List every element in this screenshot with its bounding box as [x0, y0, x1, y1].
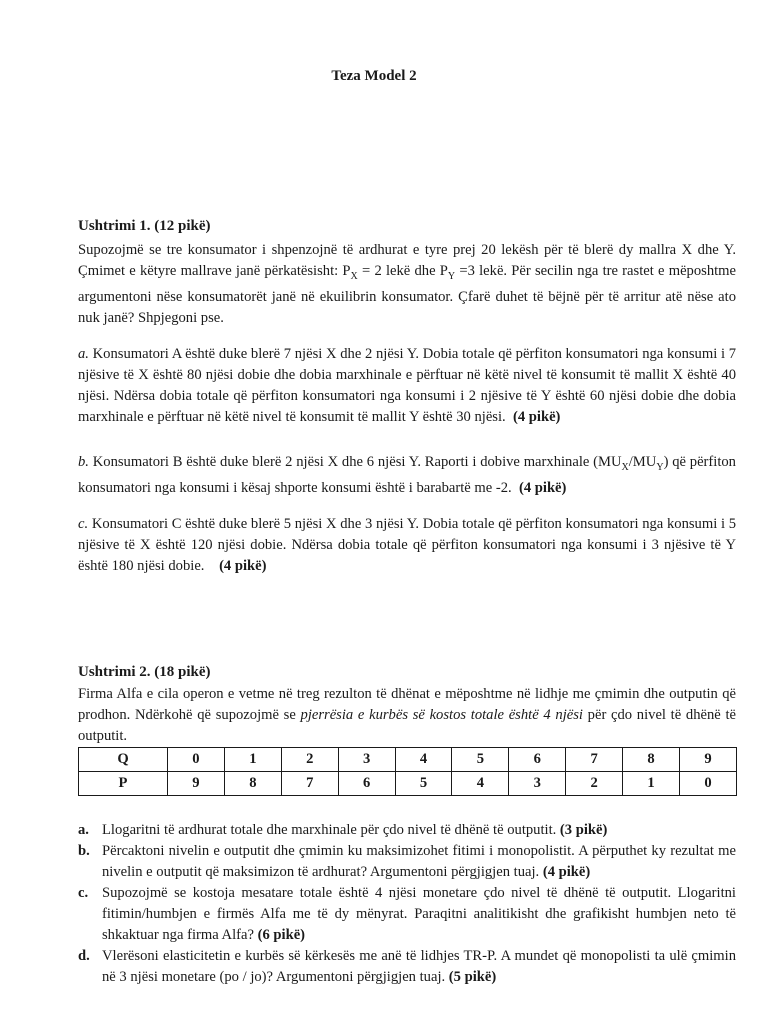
table-cell: 4 — [395, 748, 452, 772]
task-item-d: d. Vlerësoni elasticitetin e kurbës së kërkesës me anë të lidhjes TR-P. A mundet që monopolisti ta ulë çmimin në 3 njësi monetare (po / jo)? Argumentoni përgjigjen tuaj. (5 pikë) — [78, 948, 736, 985]
exercise-2-heading: Ushtrimi 2. (18 pikë) — [78, 664, 211, 680]
table-row-q — [79, 748, 737, 772]
points-label: (4 pikë) — [542, 864, 591, 880]
table-cell: 7 — [566, 748, 623, 772]
price-quantity-table — [78, 747, 737, 796]
table-cell: 6 — [509, 748, 566, 772]
table-cell: 3 — [509, 772, 566, 796]
table-cell: 5 — [452, 748, 509, 772]
table-cell: 0 — [168, 748, 225, 772]
table-cell: 3 — [338, 748, 395, 772]
table-cell: 6 — [338, 772, 395, 796]
table-cell: 1 — [224, 748, 281, 772]
table-cell: 8 — [224, 772, 281, 796]
task-item-c: c. Supozojmë se kostoja mesatare totale është 4 njësi monetare çdo nivel të dhënë të outputit. Llogaritni fitimin/humbjen e firmës Alfa me të dy mënyrat. Paraqitni analitikisht dhe grafikisht humbjen neto të shkaktuar nga firma Alfa? (6 pikë) — [78, 885, 736, 943]
table-cell: 1 — [623, 772, 680, 796]
exercise-2-task-list — [78, 820, 736, 988]
table-cell: 4 — [452, 772, 509, 796]
page-title: Teza Model 2 — [331, 68, 417, 84]
points-label: (4 pikë) — [512, 409, 561, 425]
row-header-q: Q — [79, 748, 168, 772]
exercise-1-part-b: b. Konsumatori B është duke blerë 2 njësi X dhe 6 njësi Y. Raporti i dobive marxhinale $(MU_X/MU_Y)$ që përfiton konsumatori nga konsumi i kësaj shporte konsumi është i barabartë me -2. (4 pikë) — [78, 454, 736, 496]
points-label: (3 pikë) — [559, 822, 608, 838]
points-label: (5 pikë) — [448, 969, 497, 985]
row-header-p: P — [79, 772, 168, 796]
exercise-1-intro: Supozojmë se tre konsumator i shpenzojnë të ardhurat e tyre prej 20 lekësh për të blerë dy mallra X dhe Y. Çmimet e këtyre mallrave janë përkatësisht: $P_X = 2$ lekë dhe $P_Y =3$ lekë. Për secilin nga tre rastet e mëposhtme argumentoni nëse konsumatorët janë në ekuilibrin konsumator. Çfarë duhet të bëjnë për të arritur atë nëse ato nuk janë? Shpjegoni pse. — [78, 242, 736, 326]
task-item-b: b. Përcaktoni nivelin e outputit dhe çmimin ku maksimizohet fitimi i monopolistit. A përputhet ky rezultat me nivelin e outputit që maksimizon të ardhurat? Argumentoni përgjigjen tuaj. (4 pikë) — [78, 843, 736, 880]
table-cell: 5 — [395, 772, 452, 796]
exercise-1-part-c: c. Konsumatori C është duke blerë 5 njësi X dhe 3 njësi Y. Dobia totale që përfiton konsumatori nga konsumi i 5 njësive të X është 120 njësi dobie. Ndërsa dobia totale që përfiton konsumatori nga konsumi i 3 njësive të Y është 180 njësi dobie. (4 pikë) — [78, 516, 736, 574]
table-cell: 2 — [281, 748, 338, 772]
table-cell: 9 — [680, 748, 737, 772]
exercise-2-intro: Firma Alfa e cila operon e vetme në treg rezulton të dhënat e mëposhtme në lidhje me çmimin dhe outputin që prodhon. Ndërkohë që supozojmë se pjerrësia e kurbës së kostos totale është 4 njësi për çdo nivel të dhënë të outputit. — [78, 686, 736, 744]
points-label: (6 pikë) — [257, 927, 306, 943]
table-cell: 9 — [168, 772, 225, 796]
exercise-1-part-a: a. Konsumatori A është duke blerë 7 njësi X dhe 2 njësi Y. Dobia totale që përfiton konsumatori nga konsumi i 7 njësive të X është 80 njësi dobie dhe dobia marxhinale e përftuar në këtë nivel të konsumit të mallit X është 40 njësi. Ndërsa dobia totale që përfiton konsumatori nga konsumi i 2 njësive të Y është 60 njësi dobie dhe dobia marxhinale e përftuar në këtë nivel të konsumit të mallit Y është 30 njësi. (4 pikë) — [78, 346, 736, 425]
task-item-a: a. Llogaritni të ardhurat totale dhe marxhinale për çdo nivel të dhënë të outputit. (3 pikë) — [78, 822, 608, 838]
points-label: (4 pikë) — [219, 558, 267, 574]
table-row-p — [79, 772, 737, 796]
exercise-1-heading: Ushtrimi 1. (12 pikë) — [78, 218, 211, 234]
table-cell: 7 — [281, 772, 338, 796]
points-label: (4 pikë) — [518, 479, 567, 496]
table-cell: 8 — [623, 748, 680, 772]
table-cell: 0 — [680, 772, 737, 796]
table-cell: 2 — [566, 772, 623, 796]
